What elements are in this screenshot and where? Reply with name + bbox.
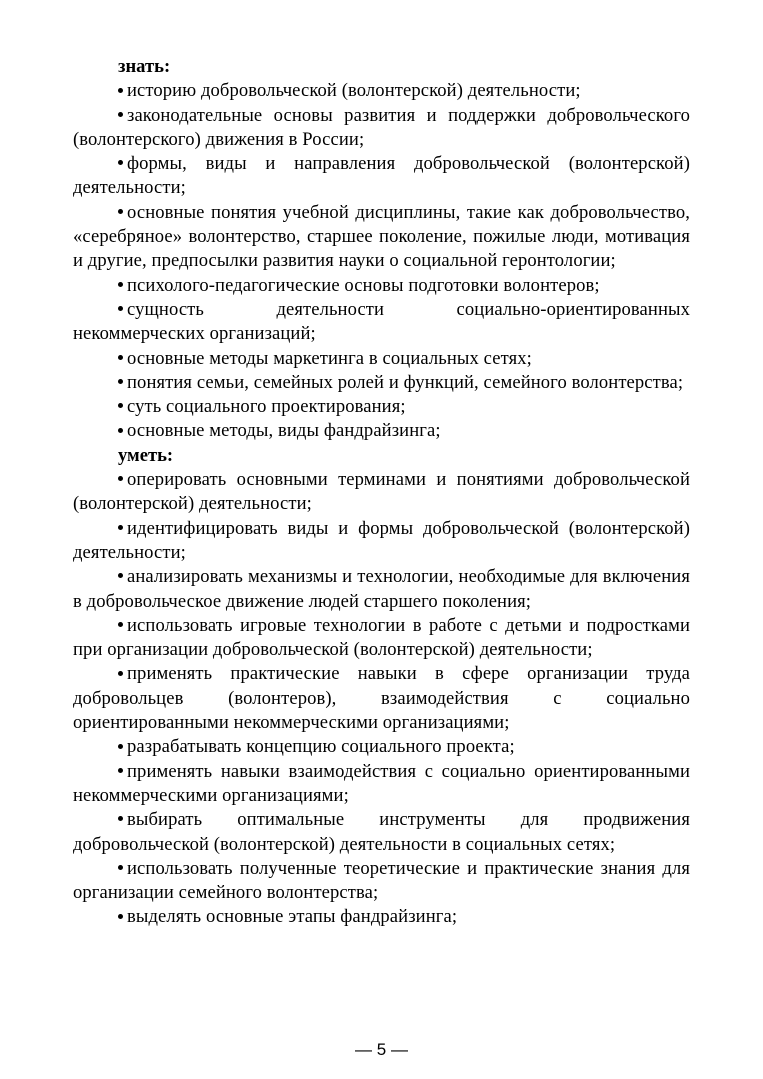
bullet-icon bbox=[118, 476, 123, 481]
list-item: основные методы, виды фандрайзинга; bbox=[73, 419, 690, 443]
list-item: использовать игровые технологии в работе с детьми и подростками при организации добровольческой (волонтерской) деятельности; bbox=[73, 614, 690, 661]
list-item: разрабатывать концепцию социального проекта; bbox=[73, 735, 690, 759]
list-item: использовать полученные теоретические и практические знания для организации семейного волонтерства; bbox=[73, 857, 690, 904]
list-item: сущность деятельности социально-ориентированных некоммерческих организаций; bbox=[73, 298, 690, 345]
bullet-icon bbox=[118, 768, 123, 773]
section-can bbox=[73, 444, 690, 930]
list-item: историю добровольческой (волонтерской) деятельности; bbox=[73, 79, 690, 103]
list-item: законодательные основы развития и поддержки добровольческого (волонтерского) движения в России; bbox=[73, 104, 690, 150]
list-item: оперировать основными терминами и понятиями добровольческой (волонтерской) деятельности; bbox=[73, 469, 690, 515]
bullet-icon bbox=[118, 379, 123, 384]
list-item: понятия семьи, семейных ролей и функций, семейного волонтерства; bbox=[73, 371, 690, 395]
list-item: суть социального проектирования; bbox=[73, 395, 690, 419]
bullet-icon bbox=[118, 355, 123, 360]
list-item: идентифицировать виды и формы добровольческой (волонтерской) деятельности; bbox=[73, 517, 690, 563]
bullet-icon bbox=[118, 525, 123, 530]
list-item: основные понятия учебной дисциплины, такие как добровольчество, «серебряное» волонтерство, старшее поколение, пожилые люди, мотивация и другие, предпосылки развития науки о социальной геронтологии; bbox=[73, 201, 690, 272]
bullet-icon bbox=[118, 428, 123, 433]
bullet-icon bbox=[118, 160, 123, 165]
bullet-icon bbox=[118, 816, 123, 821]
bullet-icon bbox=[118, 112, 123, 117]
list-item: выделять основные этапы фандрайзинга; bbox=[73, 905, 690, 929]
bullet-icon bbox=[118, 209, 123, 214]
section-heading-know: знать: bbox=[118, 56, 171, 77]
list-item: формы, виды и направления добровольческой (волонтерской) деятельности; bbox=[73, 153, 690, 199]
bullet-icon bbox=[118, 306, 123, 311]
bullet-icon bbox=[118, 865, 123, 870]
bullet-icon bbox=[118, 671, 123, 676]
section-know bbox=[73, 55, 690, 444]
list-item: основные методы маркетинга в социальных сетях; bbox=[73, 347, 690, 371]
list-item: выбирать оптимальные инструменты для продвижения добровольческой (волонтерской) деятельности в социальных сетях; bbox=[73, 809, 690, 855]
bullet-icon bbox=[118, 573, 123, 578]
page-number: — 5 — bbox=[355, 1040, 408, 1059]
bullet-icon bbox=[118, 88, 123, 93]
bullet-icon bbox=[118, 282, 123, 287]
list-item: анализировать механизмы и технологии, необходимые для включения в добровольческое движение людей старшего поколения; bbox=[73, 566, 690, 612]
section-heading-can: уметь: bbox=[118, 444, 174, 466]
list-item: психолого-педагогические основы подготовки волонтеров; bbox=[73, 274, 690, 298]
bullet-icon bbox=[118, 914, 123, 919]
page-body bbox=[73, 55, 690, 930]
bullet-icon bbox=[118, 403, 123, 408]
bullet-icon bbox=[118, 622, 123, 627]
list-item: применять навыки взаимодействия с социально ориентированными некоммерческими организациями; bbox=[73, 760, 690, 806]
list-item: применять практические навыки в сфере организации труда добровольцев (волонтеров), взаимодействия с социально ориентированными некоммерческими организациями; bbox=[73, 663, 690, 734]
bullet-icon bbox=[118, 744, 123, 749]
